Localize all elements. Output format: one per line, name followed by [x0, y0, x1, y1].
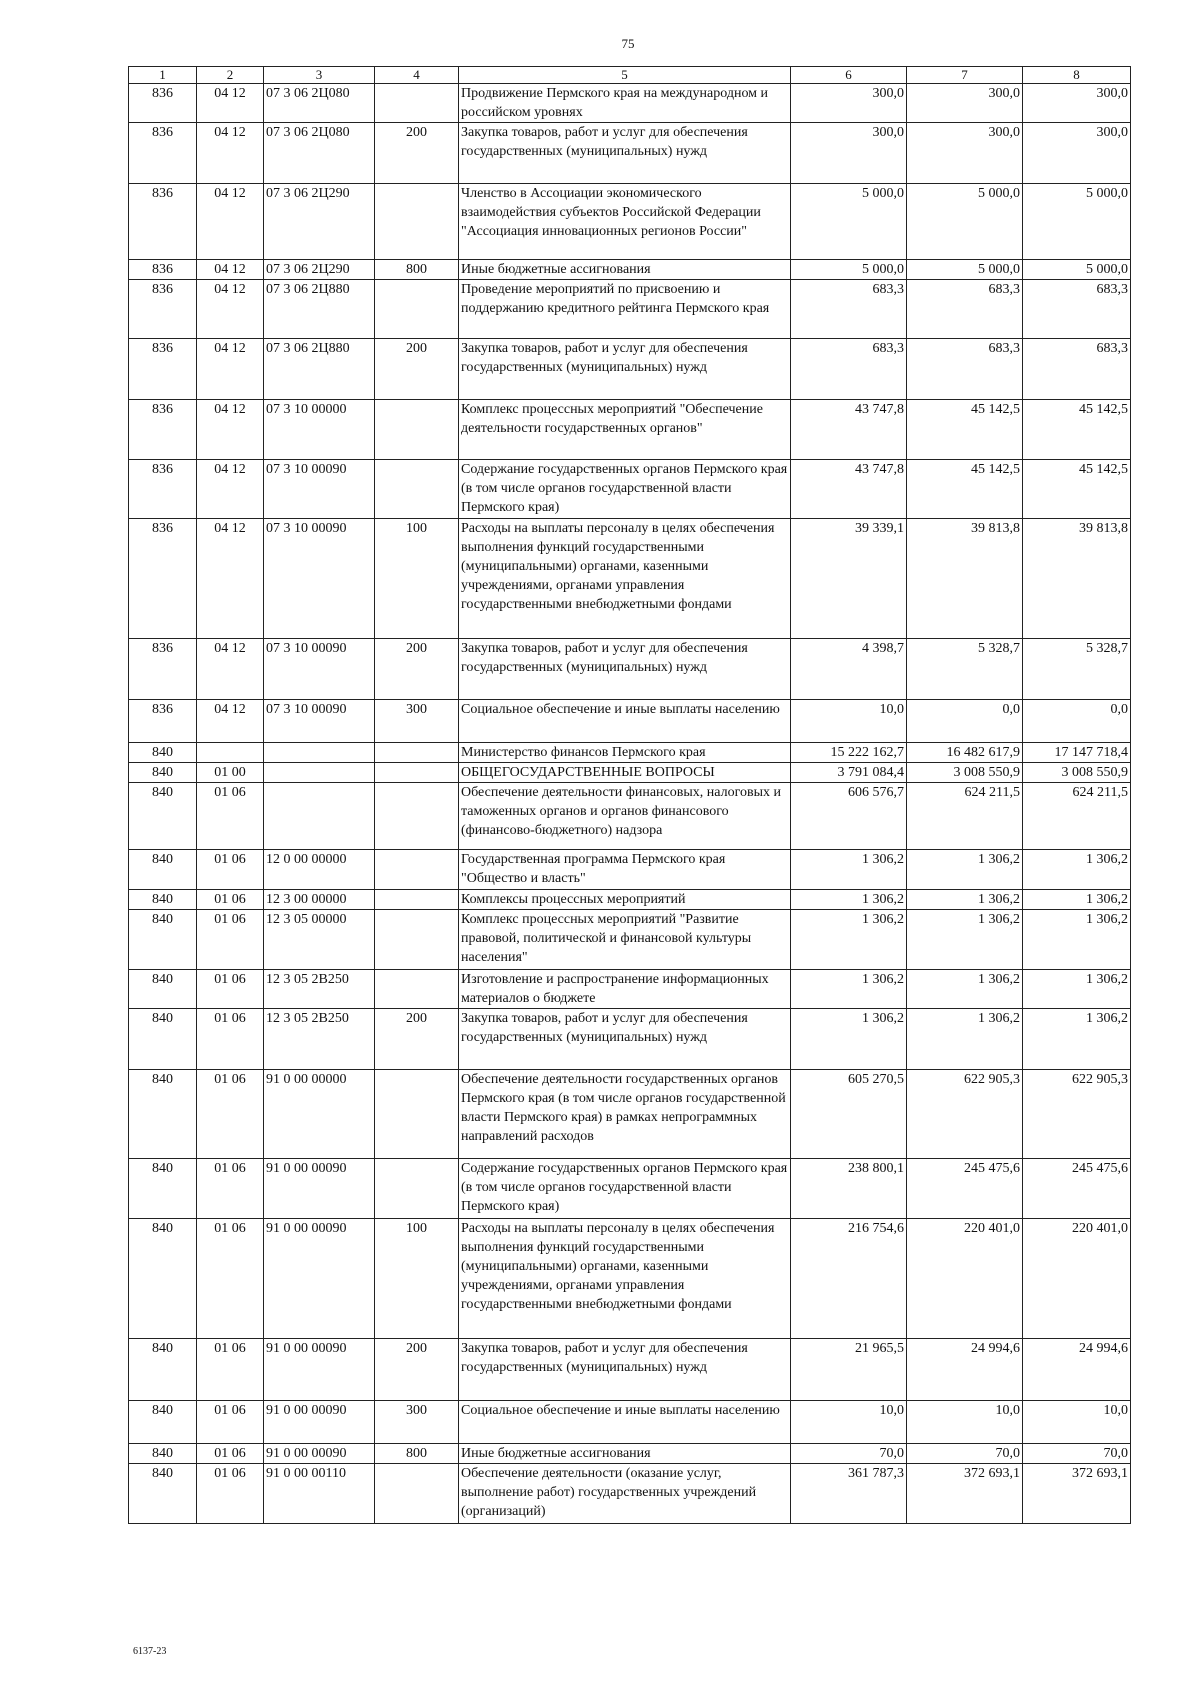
- cell-description: Закупка товаров, работ и услуг для обеспечения государственных (муниципальных) нужд: [459, 1339, 791, 1401]
- cell-amount-col8: 300,0: [1023, 123, 1131, 184]
- cell-section-code: 01 06: [197, 1401, 264, 1444]
- cell-amount-col8: 622 905,3: [1023, 1070, 1131, 1159]
- cell-description: Социальное обеспечение и иные выплаты населению: [459, 1401, 791, 1444]
- table-row: [129, 743, 1131, 763]
- cell-target-article: 91 0 00 00090: [264, 1401, 375, 1444]
- cell-amount-col6: 70,0: [791, 1444, 907, 1464]
- table-row: [129, 910, 1131, 970]
- cell-amount-col7: 1 306,2: [907, 1009, 1023, 1070]
- cell-target-article: 12 0 00 00000: [264, 850, 375, 890]
- cell-amount-col6: 606 576,7: [791, 783, 907, 850]
- cell-amount-col7: 683,3: [907, 280, 1023, 339]
- column-header: 2: [197, 67, 264, 84]
- table-row: [129, 400, 1131, 460]
- table-row: [129, 1401, 1131, 1444]
- cell-amount-col6: 15 222 162,7: [791, 743, 907, 763]
- cell-expense-type: [375, 400, 459, 460]
- cell-target-article: 07 3 06 2Ц080: [264, 123, 375, 184]
- cell-expense-type: 200: [375, 339, 459, 400]
- cell-amount-col7: 5 000,0: [907, 260, 1023, 280]
- cell-amount-col8: 300,0: [1023, 84, 1131, 123]
- cell-amount-col6: 361 787,3: [791, 1464, 907, 1524]
- cell-description: Комплекс процессных мероприятий "Обеспечение деятельности государственных органов": [459, 400, 791, 460]
- cell-section-code: 01 06: [197, 1219, 264, 1339]
- cell-ministry-code: 836: [129, 123, 197, 184]
- cell-description: Обеспечение деятельности финансовых, налоговых и таможенных органов и органов финансового (финансово-бюджетного) надзора: [459, 783, 791, 850]
- cell-amount-col6: 238 800,1: [791, 1159, 907, 1219]
- cell-expense-type: 800: [375, 260, 459, 280]
- cell-description: Продвижение Пермского края на международном и российском уровнях: [459, 84, 791, 123]
- cell-section-code: 04 12: [197, 339, 264, 400]
- cell-section-code: 04 12: [197, 260, 264, 280]
- cell-description: Обеспечение деятельности государственных органов Пермского края (в том числе органов государственной власти Пермского края) в рамках непрограммных направлений расходов: [459, 1070, 791, 1159]
- cell-ministry-code: 836: [129, 84, 197, 123]
- cell-amount-col6: 1 306,2: [791, 1009, 907, 1070]
- cell-description: Закупка товаров, работ и услуг для обеспечения государственных (муниципальных) нужд: [459, 639, 791, 700]
- table-row: [129, 280, 1131, 339]
- cell-description: Закупка товаров, работ и услуг для обеспечения государственных (муниципальных) нужд: [459, 1009, 791, 1070]
- cell-target-article: 07 3 06 2Ц290: [264, 260, 375, 280]
- cell-expense-type: [375, 850, 459, 890]
- cell-target-article: 07 3 10 00090: [264, 519, 375, 639]
- table-row: [129, 639, 1131, 700]
- cell-amount-col6: 43 747,8: [791, 400, 907, 460]
- cell-amount-col6: 39 339,1: [791, 519, 907, 639]
- cell-description: Содержание государственных органов Пермского края (в том числе органов государственной власти Пермского края): [459, 1159, 791, 1219]
- cell-description: Комплексы процессных мероприятий: [459, 890, 791, 910]
- cell-ministry-code: 836: [129, 280, 197, 339]
- cell-expense-type: 200: [375, 639, 459, 700]
- cell-section-code: 01 06: [197, 970, 264, 1009]
- cell-ministry-code: 840: [129, 763, 197, 783]
- cell-target-article: 07 3 06 2Ц290: [264, 184, 375, 260]
- cell-amount-col7: 1 306,2: [907, 910, 1023, 970]
- cell-expense-type: [375, 1159, 459, 1219]
- cell-target-article: 12 3 05 00000: [264, 910, 375, 970]
- cell-amount-col8: 1 306,2: [1023, 1009, 1131, 1070]
- cell-amount-col7: 300,0: [907, 123, 1023, 184]
- cell-section-code: 04 12: [197, 639, 264, 700]
- cell-section-code: 01 06: [197, 1339, 264, 1401]
- column-header: 7: [907, 67, 1023, 84]
- cell-target-article: [264, 783, 375, 850]
- cell-target-article: 07 3 06 2Ц880: [264, 339, 375, 400]
- cell-amount-col8: 0,0: [1023, 700, 1131, 743]
- cell-expense-type: [375, 970, 459, 1009]
- cell-amount-col7: 300,0: [907, 84, 1023, 123]
- cell-description: ОБЩЕГОСУДАРСТВЕННЫЕ ВОПРОСЫ: [459, 763, 791, 783]
- cell-amount-col7: 3 008 550,9: [907, 763, 1023, 783]
- cell-expense-type: [375, 783, 459, 850]
- cell-amount-col7: 16 482 617,9: [907, 743, 1023, 763]
- cell-amount-col8: 17 147 718,4: [1023, 743, 1131, 763]
- table-row: [129, 460, 1131, 519]
- cell-amount-col6: 605 270,5: [791, 1070, 907, 1159]
- cell-section-code: 01 06: [197, 890, 264, 910]
- cell-amount-col7: 622 905,3: [907, 1070, 1023, 1159]
- cell-amount-col6: 43 747,8: [791, 460, 907, 519]
- cell-target-article: 91 0 00 00000: [264, 1070, 375, 1159]
- cell-expense-type: [375, 1464, 459, 1524]
- cell-ministry-code: 840: [129, 1444, 197, 1464]
- cell-amount-col8: 45 142,5: [1023, 400, 1131, 460]
- cell-amount-col8: 683,3: [1023, 339, 1131, 400]
- table-row: [129, 1444, 1131, 1464]
- table-row: [129, 84, 1131, 123]
- cell-section-code: 04 12: [197, 123, 264, 184]
- cell-description: Комплекс процессных мероприятий "Развитие правовой, политической и финансовой культуры населения": [459, 910, 791, 970]
- cell-description: Иные бюджетные ассигнования: [459, 260, 791, 280]
- cell-target-article: 07 3 06 2Ц080: [264, 84, 375, 123]
- cell-ministry-code: 840: [129, 1339, 197, 1401]
- column-header: 5: [459, 67, 791, 84]
- cell-target-article: 91 0 00 00090: [264, 1339, 375, 1401]
- cell-section-code: 01 06: [197, 850, 264, 890]
- cell-amount-col7: 0,0: [907, 700, 1023, 743]
- cell-amount-col6: 5 000,0: [791, 260, 907, 280]
- cell-description: Содержание государственных органов Пермского края (в том числе органов государственной власти Пермского края): [459, 460, 791, 519]
- budget-table: [128, 66, 1131, 1524]
- cell-expense-type: 300: [375, 700, 459, 743]
- cell-section-code: 04 12: [197, 280, 264, 339]
- cell-target-article: [264, 743, 375, 763]
- cell-ministry-code: 840: [129, 1159, 197, 1219]
- cell-amount-col7: 24 994,6: [907, 1339, 1023, 1401]
- cell-amount-col8: 5 000,0: [1023, 184, 1131, 260]
- cell-amount-col6: 21 965,5: [791, 1339, 907, 1401]
- cell-target-article: 07 3 10 00000: [264, 400, 375, 460]
- cell-expense-type: [375, 184, 459, 260]
- cell-expense-type: 200: [375, 123, 459, 184]
- cell-amount-col8: 24 994,6: [1023, 1339, 1131, 1401]
- cell-amount-col6: 1 306,2: [791, 910, 907, 970]
- cell-description: Проведение мероприятий по присвоению и поддержанию кредитного рейтинга Пермского края: [459, 280, 791, 339]
- cell-target-article: [264, 763, 375, 783]
- cell-description: Обеспечение деятельности (оказание услуг, выполнение работ) государственных учреждений (организаций): [459, 1464, 791, 1524]
- cell-section-code: 04 12: [197, 84, 264, 123]
- cell-ministry-code: 840: [129, 890, 197, 910]
- cell-ministry-code: 836: [129, 700, 197, 743]
- column-header: 4: [375, 67, 459, 84]
- document-code: 6137-23: [133, 1646, 167, 1657]
- cell-amount-col7: 683,3: [907, 339, 1023, 400]
- cell-expense-type: 200: [375, 1339, 459, 1401]
- cell-ministry-code: 836: [129, 339, 197, 400]
- table-row: [129, 339, 1131, 400]
- cell-amount-col7: 1 306,2: [907, 890, 1023, 910]
- cell-amount-col7: 5 000,0: [907, 184, 1023, 260]
- cell-description: Государственная программа Пермского края "Общество и власть": [459, 850, 791, 890]
- table-row: [129, 970, 1131, 1009]
- cell-amount-col7: 45 142,5: [907, 400, 1023, 460]
- cell-expense-type: 300: [375, 1401, 459, 1444]
- cell-description: Министерство финансов Пермского края: [459, 743, 791, 763]
- column-header: 6: [791, 67, 907, 84]
- cell-target-article: 91 0 00 00090: [264, 1159, 375, 1219]
- cell-amount-col7: 5 328,7: [907, 639, 1023, 700]
- table-row: [129, 1009, 1131, 1070]
- cell-amount-col7: 39 813,8: [907, 519, 1023, 639]
- table-row: [129, 700, 1131, 743]
- cell-amount-col8: 70,0: [1023, 1444, 1131, 1464]
- cell-description: Расходы на выплаты персоналу в целях обеспечения выполнения функций государственными (муниципальными) органами, казенными учреждениями, органами управления государственными внебюджетными фондами: [459, 1219, 791, 1339]
- cell-expense-type: [375, 460, 459, 519]
- cell-section-code: 04 12: [197, 400, 264, 460]
- cell-amount-col8: 1 306,2: [1023, 910, 1131, 970]
- cell-description: Закупка товаров, работ и услуг для обеспечения государственных (муниципальных) нужд: [459, 123, 791, 184]
- cell-description: Расходы на выплаты персоналу в целях обеспечения выполнения функций государственными (муниципальными) органами, казенными учреждениями, органами управления государственными внебюджетными фондами: [459, 519, 791, 639]
- cell-ministry-code: 840: [129, 783, 197, 850]
- cell-amount-col7: 220 401,0: [907, 1219, 1023, 1339]
- cell-amount-col8: 10,0: [1023, 1401, 1131, 1444]
- page-number: 75: [621, 36, 635, 51]
- cell-ministry-code: 840: [129, 1401, 197, 1444]
- table-row: [129, 123, 1131, 184]
- cell-target-article: 07 3 10 00090: [264, 639, 375, 700]
- cell-amount-col8: 45 142,5: [1023, 460, 1131, 519]
- column-header: 3: [264, 67, 375, 84]
- cell-target-article: 12 3 00 00000: [264, 890, 375, 910]
- cell-target-article: 91 0 00 00090: [264, 1444, 375, 1464]
- table-header-row: [129, 67, 1131, 84]
- cell-amount-col8: 39 813,8: [1023, 519, 1131, 639]
- cell-expense-type: [375, 763, 459, 783]
- table-row: [129, 184, 1131, 260]
- cell-amount-col8: 220 401,0: [1023, 1219, 1131, 1339]
- cell-amount-col8: 683,3: [1023, 280, 1131, 339]
- table-row: [129, 1339, 1131, 1401]
- cell-target-article: 91 0 00 00110: [264, 1464, 375, 1524]
- cell-section-code: 01 06: [197, 1009, 264, 1070]
- cell-amount-col7: 10,0: [907, 1401, 1023, 1444]
- cell-description: Иные бюджетные ассигнования: [459, 1444, 791, 1464]
- cell-ministry-code: 840: [129, 970, 197, 1009]
- cell-amount-col6: 5 000,0: [791, 184, 907, 260]
- cell-amount-col6: 4 398,7: [791, 639, 907, 700]
- cell-amount-col6: 1 306,2: [791, 850, 907, 890]
- column-header: 1: [129, 67, 197, 84]
- cell-amount-col7: 1 306,2: [907, 850, 1023, 890]
- cell-amount-col8: 624 211,5: [1023, 783, 1131, 850]
- cell-amount-col7: 1 306,2: [907, 970, 1023, 1009]
- cell-amount-col8: 5 000,0: [1023, 260, 1131, 280]
- cell-description: Закупка товаров, работ и услуг для обеспечения государственных (муниципальных) нужд: [459, 339, 791, 400]
- cell-target-article: 12 3 05 2В250: [264, 970, 375, 1009]
- cell-section-code: 04 12: [197, 460, 264, 519]
- cell-amount-col8: 1 306,2: [1023, 890, 1131, 910]
- cell-amount-col7: 624 211,5: [907, 783, 1023, 850]
- cell-amount-col7: 70,0: [907, 1444, 1023, 1464]
- cell-amount-col6: 10,0: [791, 1401, 907, 1444]
- cell-section-code: 04 12: [197, 700, 264, 743]
- cell-target-article: 91 0 00 00090: [264, 1219, 375, 1339]
- cell-amount-col6: 683,3: [791, 339, 907, 400]
- cell-amount-col7: 245 475,6: [907, 1159, 1023, 1219]
- table-row: [129, 890, 1131, 910]
- cell-ministry-code: 836: [129, 184, 197, 260]
- table-row: [129, 260, 1131, 280]
- cell-section-code: 01 00: [197, 763, 264, 783]
- cell-amount-col7: 45 142,5: [907, 460, 1023, 519]
- cell-target-article: 07 3 10 00090: [264, 460, 375, 519]
- cell-target-article: 12 3 05 2В250: [264, 1009, 375, 1070]
- cell-section-code: [197, 743, 264, 763]
- cell-section-code: 01 06: [197, 1070, 264, 1159]
- cell-amount-col6: 683,3: [791, 280, 907, 339]
- cell-amount-col8: 1 306,2: [1023, 850, 1131, 890]
- cell-ministry-code: 840: [129, 1219, 197, 1339]
- column-header: 8: [1023, 67, 1131, 84]
- table-row: [129, 763, 1131, 783]
- cell-ministry-code: 836: [129, 400, 197, 460]
- table-row: [129, 850, 1131, 890]
- cell-expense-type: [375, 910, 459, 970]
- cell-ministry-code: 840: [129, 850, 197, 890]
- table-row: [129, 1159, 1131, 1219]
- cell-ministry-code: 840: [129, 743, 197, 763]
- cell-ministry-code: 840: [129, 1464, 197, 1524]
- cell-amount-col7: 372 693,1: [907, 1464, 1023, 1524]
- cell-amount-col8: 1 306,2: [1023, 970, 1131, 1009]
- cell-expense-type: 800: [375, 1444, 459, 1464]
- cell-amount-col8: 245 475,6: [1023, 1159, 1131, 1219]
- cell-expense-type: 100: [375, 1219, 459, 1339]
- cell-amount-col6: 3 791 084,4: [791, 763, 907, 783]
- cell-target-article: 07 3 10 00090: [264, 700, 375, 743]
- cell-expense-type: [375, 743, 459, 763]
- cell-expense-type: [375, 1070, 459, 1159]
- cell-section-code: 04 12: [197, 519, 264, 639]
- table-row: [129, 1070, 1131, 1159]
- cell-ministry-code: 840: [129, 910, 197, 970]
- cell-ministry-code: 836: [129, 519, 197, 639]
- cell-section-code: 01 06: [197, 1159, 264, 1219]
- cell-amount-col6: 300,0: [791, 84, 907, 123]
- cell-expense-type: 200: [375, 1009, 459, 1070]
- cell-ministry-code: 836: [129, 260, 197, 280]
- cell-ministry-code: 836: [129, 460, 197, 519]
- cell-ministry-code: 836: [129, 639, 197, 700]
- cell-amount-col6: 300,0: [791, 123, 907, 184]
- cell-expense-type: 100: [375, 519, 459, 639]
- cell-description: Изготовление и распространение информационных материалов о бюджете: [459, 970, 791, 1009]
- cell-section-code: 01 06: [197, 1464, 264, 1524]
- cell-section-code: 04 12: [197, 184, 264, 260]
- cell-amount-col8: 5 328,7: [1023, 639, 1131, 700]
- cell-target-article: 07 3 06 2Ц880: [264, 280, 375, 339]
- cell-expense-type: [375, 890, 459, 910]
- cell-description: Социальное обеспечение и иные выплаты населению: [459, 700, 791, 743]
- cell-description: Членство в Ассоциации экономического взаимодействия субъектов Российской Федерации "Ассоциация инновационных регионов России": [459, 184, 791, 260]
- cell-amount-col6: 216 754,6: [791, 1219, 907, 1339]
- cell-amount-col6: 1 306,2: [791, 890, 907, 910]
- cell-section-code: 01 06: [197, 783, 264, 850]
- table-row: [129, 1464, 1131, 1524]
- cell-section-code: 01 06: [197, 1444, 264, 1464]
- cell-section-code: 01 06: [197, 910, 264, 970]
- cell-ministry-code: 840: [129, 1070, 197, 1159]
- cell-ministry-code: 840: [129, 1009, 197, 1070]
- cell-amount-col8: 372 693,1: [1023, 1464, 1131, 1524]
- cell-expense-type: [375, 84, 459, 123]
- cell-amount-col6: 1 306,2: [791, 970, 907, 1009]
- cell-amount-col6: 10,0: [791, 700, 907, 743]
- table-row: [129, 1219, 1131, 1339]
- table-row: [129, 783, 1131, 850]
- table-row: [129, 519, 1131, 639]
- cell-amount-col8: 3 008 550,9: [1023, 763, 1131, 783]
- cell-expense-type: [375, 280, 459, 339]
